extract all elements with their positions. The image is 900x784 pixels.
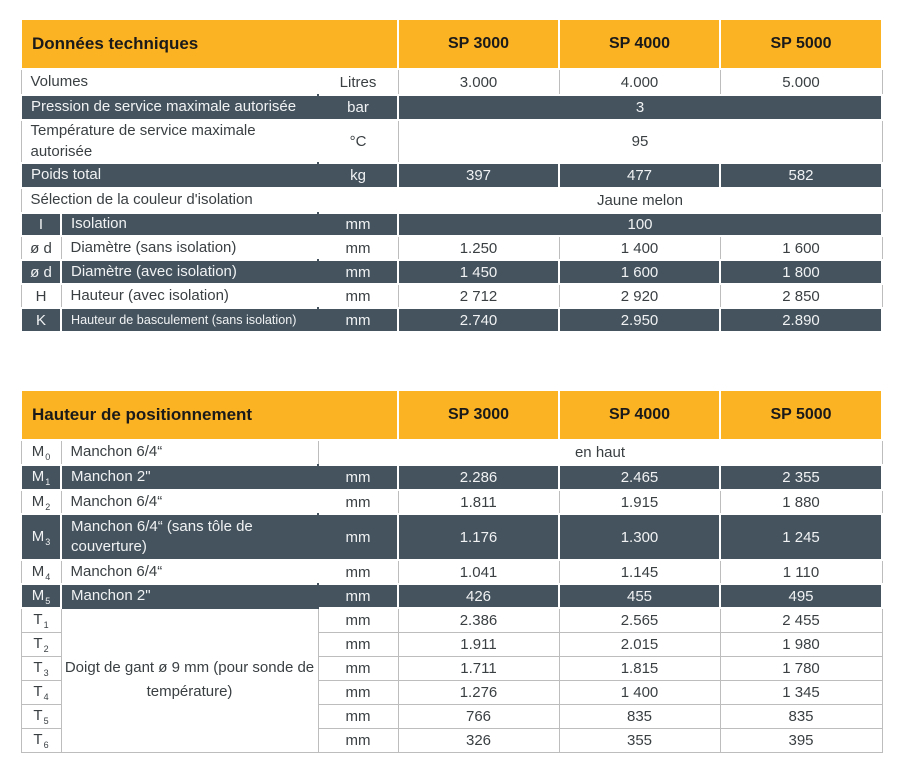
table-row — [21, 95, 882, 120]
merged-value-cell: 3 — [398, 95, 882, 120]
unit-cell: mm — [318, 514, 398, 560]
value-cell: 1 880 — [720, 490, 882, 514]
unit-cell: mm — [318, 728, 398, 752]
value-cell: 1 800 — [720, 260, 882, 284]
row-key: $T_1$ — [21, 608, 61, 632]
value-cell: 1 245 — [720, 514, 882, 560]
value-cell: 1 600 — [720, 236, 882, 260]
value-cell: 1 400 — [559, 236, 720, 260]
unit-cell: mm — [318, 704, 398, 728]
row-label: Manchon 2" — [61, 584, 318, 608]
row-key: I — [21, 213, 61, 236]
table1-col-sp4000: SP 4000 — [559, 19, 720, 69]
unit-cell: mm — [318, 308, 398, 332]
row-label: Manchon 6/4“ — [61, 440, 318, 465]
positioning-height-table — [20, 389, 883, 753]
unit-cell: mm — [318, 260, 398, 284]
merged-value-cell: en haut — [318, 440, 882, 465]
value-cell: 326 — [398, 728, 559, 752]
unit-cell: °C — [318, 120, 398, 163]
row-key: $T_3$ — [21, 656, 61, 680]
row-key: $M_5$ — [21, 584, 61, 608]
row-label: Poids total — [21, 163, 318, 188]
value-cell: 1 400 — [559, 680, 720, 704]
table-row — [21, 490, 882, 514]
unit-cell: mm — [318, 284, 398, 308]
unit-cell: kg — [318, 163, 398, 188]
table2-header-row — [21, 390, 882, 440]
table2-col-sp5000: SP 5000 — [720, 390, 882, 440]
value-cell: 1 980 — [720, 632, 882, 656]
row-key: $M_4$ — [21, 560, 61, 584]
value-cell: 1.041 — [398, 560, 559, 584]
row-label: Manchon 2" — [61, 465, 318, 490]
row-key: K — [21, 308, 61, 332]
merged-value-cell: 95 — [398, 120, 882, 163]
table-row — [21, 120, 882, 163]
value-cell: 2.015 — [559, 632, 720, 656]
value-cell: 1.300 — [559, 514, 720, 560]
table2-title: Hauteur de positionnement — [21, 390, 398, 440]
value-cell: 2 455 — [720, 608, 882, 632]
value-cell: 2.950 — [559, 308, 720, 332]
value-cell: 1 780 — [720, 656, 882, 680]
unit-cell: mm — [318, 490, 398, 514]
row-key: $M_1$ — [21, 465, 61, 490]
row-label: Manchon 6/4“ — [61, 490, 318, 514]
value-cell: 1.811 — [398, 490, 559, 514]
value-cell: 1.711 — [398, 656, 559, 680]
unit-cell: mm — [318, 465, 398, 490]
value-cell: 582 — [720, 163, 882, 188]
table-row — [21, 69, 882, 95]
value-cell: 4.000 — [559, 69, 720, 95]
row-key: H — [21, 284, 61, 308]
value-cell: 477 — [559, 163, 720, 188]
table-row — [21, 284, 882, 308]
unit-cell: mm — [318, 656, 398, 680]
unit-cell: mm — [318, 560, 398, 584]
row-label: Volumes — [21, 69, 318, 95]
unit-cell: Litres — [318, 69, 398, 95]
technical-data-table — [20, 18, 883, 333]
unit-cell: mm — [318, 680, 398, 704]
value-cell: 3.000 — [398, 69, 559, 95]
table-row — [21, 584, 882, 608]
table-row — [21, 236, 882, 260]
row-key: $M_2$ — [21, 490, 61, 514]
value-cell: 2.740 — [398, 308, 559, 332]
table-row — [21, 163, 882, 188]
row-key: $M_3$ — [21, 514, 61, 560]
unit-cell: mm — [318, 236, 398, 260]
row-key: $T_4$ — [21, 680, 61, 704]
value-cell: 5.000 — [720, 69, 882, 95]
unit-cell: mm — [318, 608, 398, 632]
table-row — [21, 465, 882, 490]
value-cell: 355 — [559, 728, 720, 752]
row-label: Manchon 6/4“ — [61, 560, 318, 584]
value-cell: 2 712 — [398, 284, 559, 308]
table-row — [21, 260, 882, 284]
row-label: Diamètre (sans isolation) — [61, 236, 318, 260]
value-cell: 835 — [720, 704, 882, 728]
unit-cell: mm — [318, 584, 398, 608]
value-cell: 1.915 — [559, 490, 720, 514]
table-row — [21, 560, 882, 584]
row-label: Température de service maximale autorisée — [21, 120, 318, 163]
value-cell: 2 850 — [720, 284, 882, 308]
table-row — [21, 608, 882, 632]
value-cell: 1.276 — [398, 680, 559, 704]
value-cell: 835 — [559, 704, 720, 728]
value-cell: 1 600 — [559, 260, 720, 284]
value-cell: 426 — [398, 584, 559, 608]
row-key: ø d — [21, 260, 61, 284]
row-label: Manchon 6/4“ (sans tôle de couverture) — [61, 514, 318, 560]
table2-col-sp4000: SP 4000 — [559, 390, 720, 440]
value-cell: 495 — [720, 584, 882, 608]
unit-cell: mm — [318, 632, 398, 656]
row-label: Sélection de la couleur d'isolation — [21, 188, 398, 213]
value-cell: 1.250 — [398, 236, 559, 260]
row-key: $T_2$ — [21, 632, 61, 656]
unit-cell: mm — [318, 213, 398, 236]
table1-col-sp5000: SP 5000 — [720, 19, 882, 69]
value-cell: 766 — [398, 704, 559, 728]
value-cell: 2 355 — [720, 465, 882, 490]
table1-title: Données techniques — [21, 19, 398, 69]
row-key: $T_6$ — [21, 728, 61, 752]
value-cell: 455 — [559, 584, 720, 608]
value-cell: 1 345 — [720, 680, 882, 704]
table1-col-sp3000: SP 3000 — [398, 19, 559, 69]
value-cell: 397 — [398, 163, 559, 188]
value-cell: 1.145 — [559, 560, 720, 584]
table1-header-row — [21, 19, 882, 69]
row-label: Isolation — [61, 213, 318, 236]
value-cell: 2.890 — [720, 308, 882, 332]
value-cell: 2.565 — [559, 608, 720, 632]
unit-cell: bar — [318, 95, 398, 120]
value-cell: 1.815 — [559, 656, 720, 680]
table-row — [21, 440, 882, 465]
value-cell: 1 450 — [398, 260, 559, 284]
value-cell: 1 110 — [720, 560, 882, 584]
row-label: Diamètre (avec isolation) — [61, 260, 318, 284]
value-cell: 395 — [720, 728, 882, 752]
value-cell: 2 920 — [559, 284, 720, 308]
value-cell: 2.286 — [398, 465, 559, 490]
table2-col-sp3000: SP 3000 — [398, 390, 559, 440]
row-label: Pression de service maximale autorisée — [21, 95, 318, 120]
table-row — [21, 514, 882, 560]
row-key: ø d — [21, 236, 61, 260]
value-cell: 1.176 — [398, 514, 559, 560]
value-cell: 2.465 — [559, 465, 720, 490]
row-label: Hauteur de basculement (sans isolation) — [61, 308, 318, 332]
merged-value-cell: Jaune melon — [398, 188, 882, 213]
table-row — [21, 213, 882, 236]
value-cell: 2.386 — [398, 608, 559, 632]
table-row — [21, 188, 882, 213]
thermo-well-label: Doigt de gant ø 9 mm (pour sonde de température) — [61, 608, 318, 752]
table-row — [21, 308, 882, 332]
row-key: $M_0$ — [21, 440, 61, 465]
value-cell: 1.911 — [398, 632, 559, 656]
row-label: Hauteur (avec isolation) — [61, 284, 318, 308]
merged-value-cell: 100 — [398, 213, 882, 236]
row-key: $T_5$ — [21, 704, 61, 728]
